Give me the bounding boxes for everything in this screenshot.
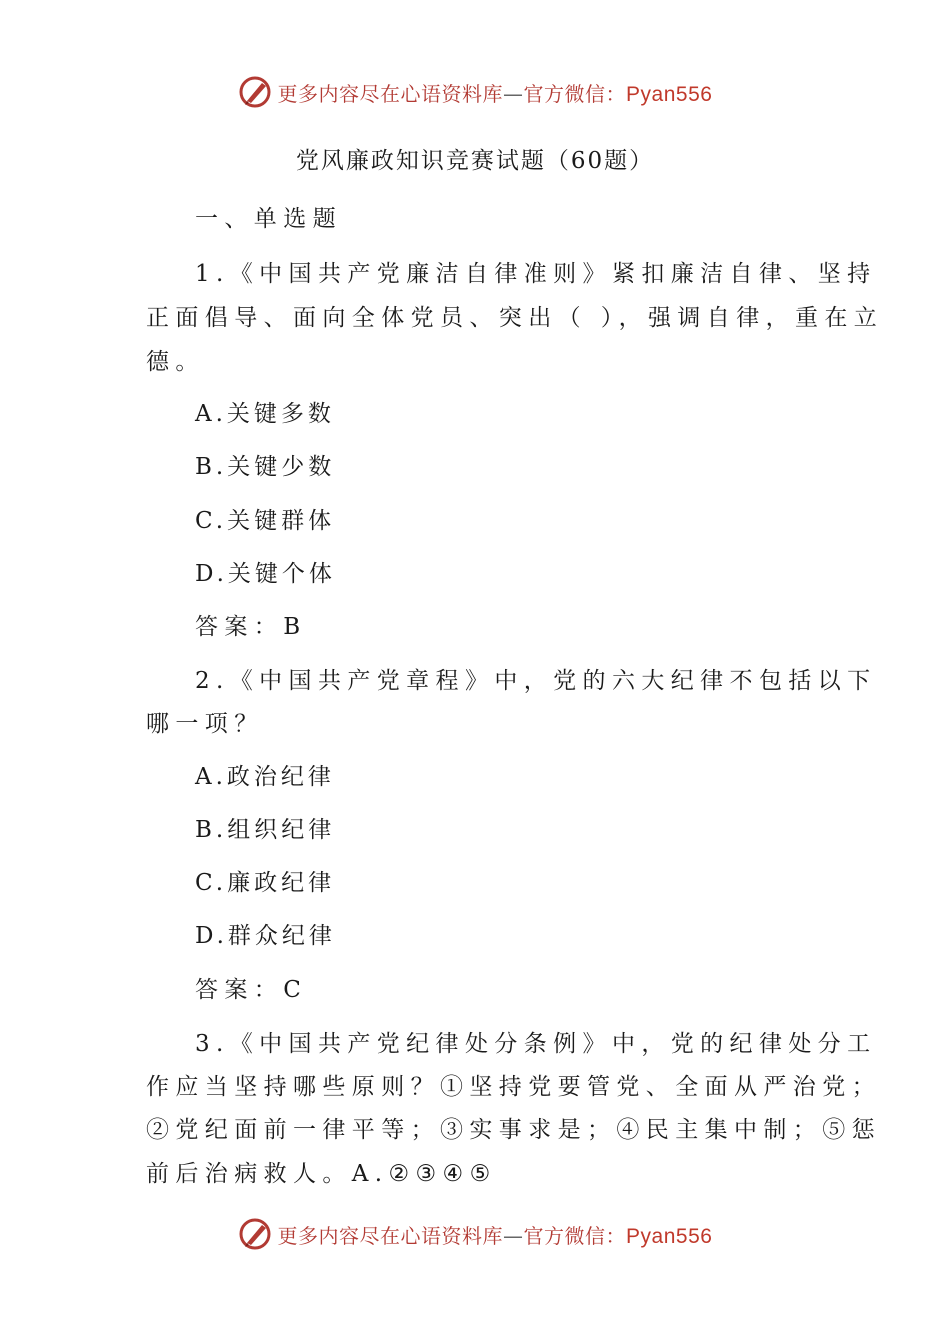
banner-wechat-id: Pyan556 bbox=[626, 1224, 713, 1248]
banner-text bbox=[278, 1220, 713, 1249]
question-2-option-b: B.组织纪律 bbox=[195, 817, 336, 843]
pen-logo-icon bbox=[238, 75, 272, 109]
header-banner[interactable] bbox=[0, 70, 950, 114]
banner-dash: — bbox=[503, 81, 524, 106]
footer-banner[interactable] bbox=[0, 1212, 950, 1256]
question-3-line-1: 3.《中国共产党纪律处分条例》中，党的纪律处分工 bbox=[195, 1031, 877, 1057]
question-1-option-a: A.关键多数 bbox=[195, 401, 335, 427]
question-1-line-3: 德。 bbox=[146, 349, 205, 375]
question-2-answer: 答案：C bbox=[195, 977, 308, 1003]
question-1-answer: 答案：B bbox=[195, 614, 307, 640]
banner-wechat-label: 官方微信： bbox=[523, 1223, 627, 1248]
question-1-line-1: 1.《中国共产党廉洁自律准则》紧扣廉洁自律、坚持 bbox=[195, 261, 877, 287]
question-2-option-c: C.廉政纪律 bbox=[195, 870, 336, 896]
question-3-line-4: 前后治病救人。A.②③④⑤ bbox=[146, 1161, 497, 1187]
banner-wechat-label: 官方微信： bbox=[523, 81, 627, 106]
question-3-line-3: ②党纪面前一律平等；③实事求是；④民主集中制；⑤惩 bbox=[146, 1117, 881, 1143]
pen-logo-icon bbox=[238, 1217, 272, 1251]
question-1-option-b: B.关键少数 bbox=[195, 454, 336, 480]
section-heading: 一、单选题 bbox=[195, 206, 342, 232]
banner-slogan: 更多内容尽在心语资料库 bbox=[277, 81, 504, 106]
question-2-option-d: D.群众纪律 bbox=[195, 923, 336, 949]
question-1-line-2: 正面倡导、面向全体党员、突出（ ），强调自律，重在立 bbox=[146, 305, 884, 331]
question-1-option-c: C.关键群体 bbox=[195, 508, 336, 534]
question-1-option-d: D.关键个体 bbox=[195, 561, 336, 587]
question-2-line-2: 哪一项？ bbox=[146, 711, 264, 737]
banner-dash: — bbox=[503, 1223, 524, 1248]
banner-text bbox=[278, 78, 713, 107]
question-3-line-2: 作应当坚持哪些原则？①坚持党要管党、全面从严治党； bbox=[146, 1074, 881, 1100]
question-2-option-a: A.政治纪律 bbox=[195, 764, 335, 790]
banner-wechat-id: Pyan556 bbox=[626, 82, 713, 106]
page-title: 党风廉政知识竞赛试题（60题） bbox=[295, 148, 655, 174]
question-2-line-1: 2.《中国共产党章程》中，党的六大纪律不包括以下 bbox=[195, 668, 877, 694]
banner-slogan: 更多内容尽在心语资料库 bbox=[277, 1223, 504, 1248]
